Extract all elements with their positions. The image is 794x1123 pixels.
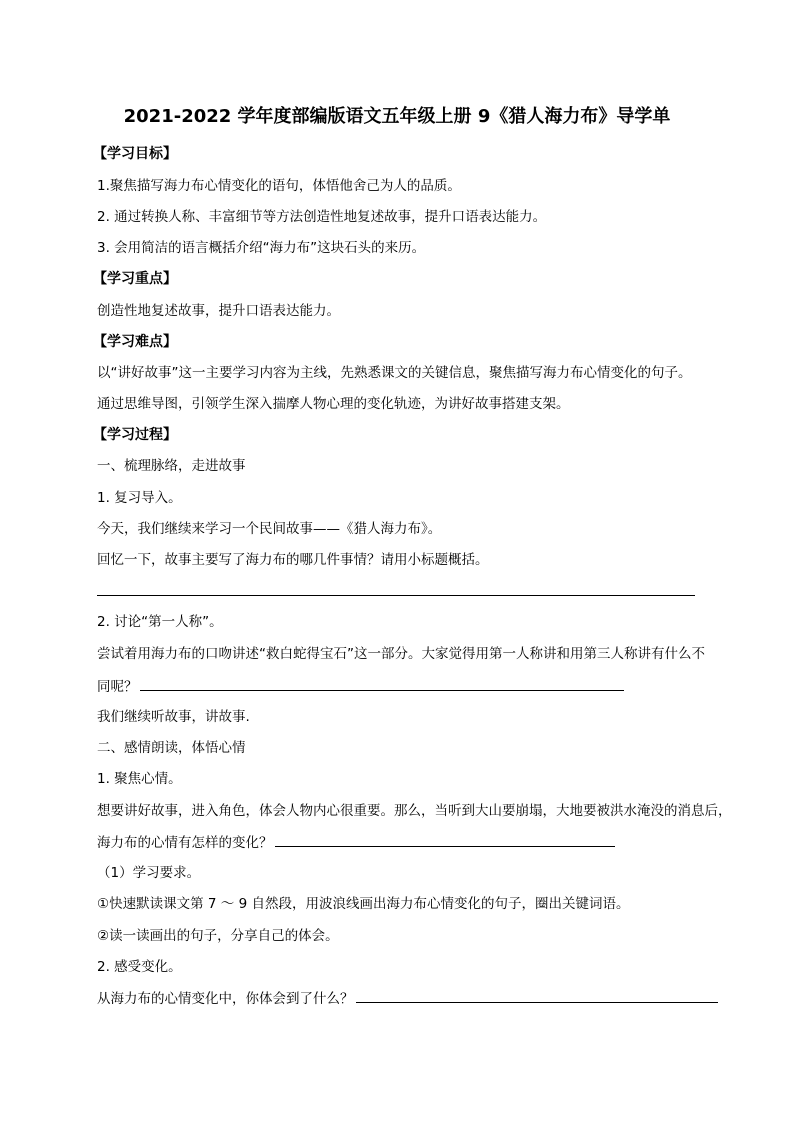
step1-question: 回忆一下，故事主要写了海力布的哪几件事情？请用小标题概括。	[97, 552, 489, 568]
difficulty-heading: 【学习难点】	[93, 334, 177, 350]
p2-step2-question: 从海力布的心情变化中，你体会到了什么？	[97, 991, 354, 1007]
p2-step1-line2	[97, 832, 615, 853]
answer-line-4[interactable]	[356, 988, 718, 1003]
step1-text: 今天，我们继续来学习一个民间故事——《猎人海力布》。	[97, 521, 442, 537]
process-heading: 【学习过程】	[93, 427, 177, 443]
difficulty-item-1: 以“讲好故事”这一主要学习内容为主线，先熟悉课文的关键信息，聚焦描写海力布心情变化的句子。	[97, 365, 692, 381]
focus-heading: 【学习重点】	[93, 271, 177, 287]
requirement-2: ②读一读画出的句子，分享自己的体会。	[97, 928, 339, 944]
goals-heading: 【学习目标】	[93, 146, 177, 162]
focus-text: 创造性地复述故事，提升口语表达能力。	[97, 303, 340, 319]
continue-text: 我们继续听故事，讲故事.	[97, 709, 250, 725]
part1-title: 一、梳理脉络，走进故事	[97, 458, 246, 474]
goal-item-2: 2. 通过转换人称、丰富细节等方法创造性地复述故事，提升口语表达能力。	[97, 209, 547, 225]
answer-line-2[interactable]	[140, 676, 624, 691]
p2-step2-question-line	[97, 988, 718, 1009]
step2-text-line2-label: 同呢？	[97, 679, 138, 695]
step1-title: 1. 复习导入。	[97, 490, 182, 506]
goal-item-3: 3. 会用简洁的语言概括介绍“海力布”这块石头的来历。	[97, 240, 426, 256]
answer-line-3[interactable]	[275, 832, 615, 847]
p2-step1-line1: 想要讲好故事，进入角色，体会人物内心很重要。那么，当听到大山要崩塌，大地要被洪水淹没的消息后，	[97, 803, 732, 819]
difficulty-item-2: 通过思维导图，引领学生深入揣摩人物心理的变化轨迹，为讲好故事搭建支架。	[97, 396, 570, 412]
step2-title: 2. 讨论“第一人称”。	[97, 614, 223, 630]
step2-text-line1: 尝试着用海力布的口吻讲述“救白蛇得宝石”这一部分。大家觉得用第一人称讲和用第三人称讲有什么不	[97, 646, 705, 662]
goal-item-1: 1.聚焦描写海力布心情变化的语句，体悟他舍己为人的品质。	[97, 178, 461, 194]
answer-line-1[interactable]	[97, 595, 695, 596]
page-title: 2021-2022 学年度部编版语文五年级上册 9《猎人海力布》导学单	[123, 106, 671, 127]
step2-text-line2	[97, 676, 624, 697]
part2-title: 二、感情朗读，体悟心情	[97, 740, 246, 756]
p2-step1-title: 1. 聚焦心情。	[97, 771, 182, 787]
p2-step1-line2-label: 海力布的心情有怎样的变化？	[97, 835, 273, 851]
p2-step2-title: 2. 感受变化。	[97, 959, 182, 975]
requirements-title: （1）学习要求。	[97, 865, 201, 881]
requirement-1: ①快速默读课文第 7 ～ 9 自然段，用波浪线画出海力布心情变化的句子，圈出关键词语。	[97, 896, 630, 912]
